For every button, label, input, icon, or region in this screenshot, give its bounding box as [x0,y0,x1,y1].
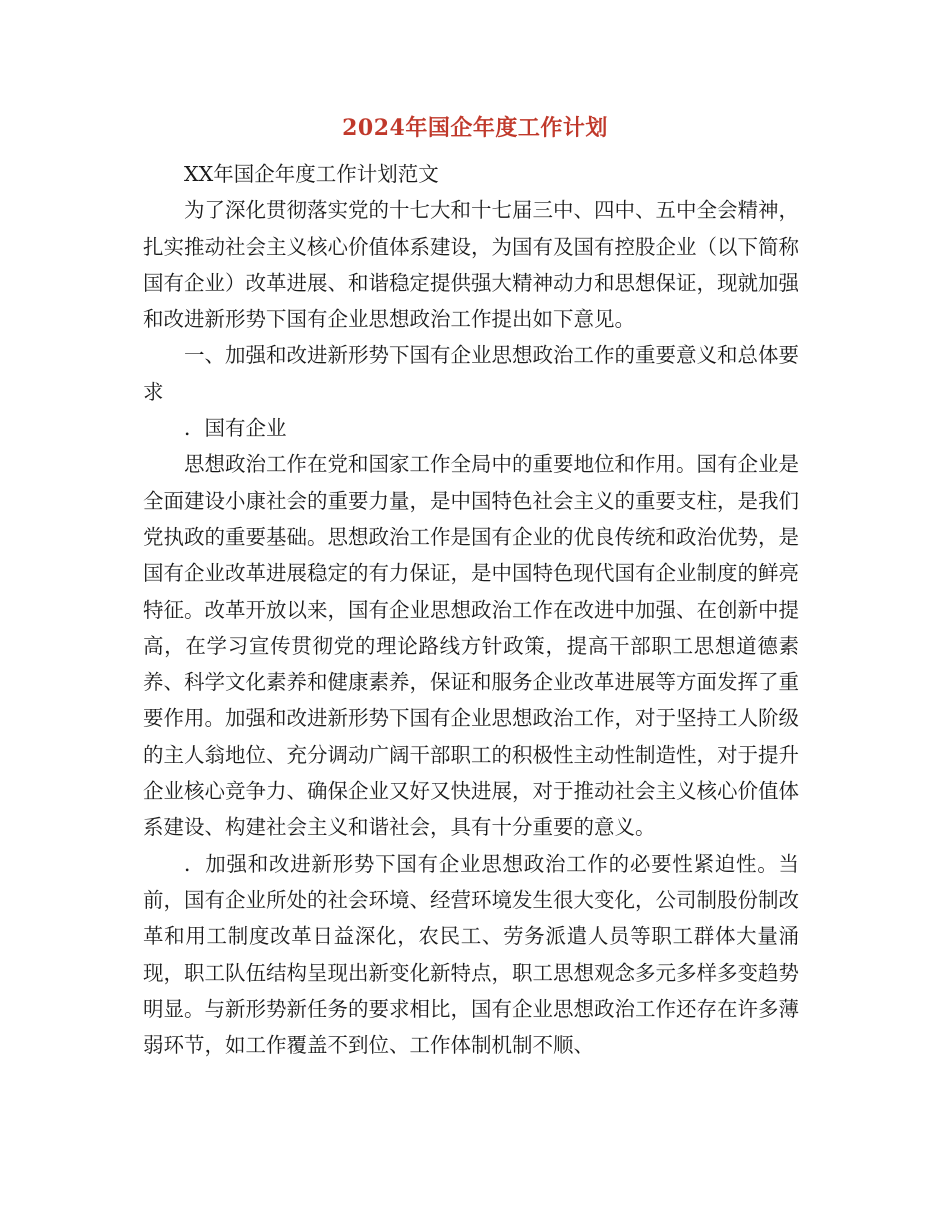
paragraph-intro: 为了深化贯彻落实党的十七大和十七届三中、四中、五中全会精神，扎实推动社会主义核心价值体系建设，为国有及国有控股企业（以下简称国有企业）改革进展、和谐稳定提供强大精神动力和思想保证，现就加强和改进新形势下国有企业思想政治工作提出如下意见。 [143,198,799,332]
document-title: 2024年国企年度工作计划 [342,115,608,141]
paragraph-urgency: ．加强和改进新形势下国有企业思想政治工作的必要性紧迫性。当前，国有企业所处的社会环境、经营环境发生很大变化，公司制股份制改革和用工制度改革日益深化，农民工、劳务派遣人员等职工群体大量涌现，职工队伍结构呈现出新变化新特点，职工思想观念多元多样多变趋势明显。与新形势新任务的要求相比，国有企业思想政治工作还存在许多薄弱环节，如工作覆盖不到位、工作体制机制不顺、 [143,851,799,1058]
paragraph-subtitle: XX年国企年度工作计划范文 [184,162,439,186]
document-body [143,156,799,1063]
paragraph-importance: 思想政治工作在党和国家工作全局中的重要地位和作用。国有企业是全面建设小康社会的重要力量，是中国特色社会主义的重要支柱，是我们党执政的重要基础。思想政治工作是国有企业的优良传统和政治优势，是国有企业改革进展稳定的有力保证，是中国特色现代国有企业制度的鲜亮特征。改革开放以来，国有企业思想政治工作在改进中加强、在创新中提高，在学习宣传贯彻党的理论路线方针政策，提高干部职工思想道德素养、科学文化素养和健康素养，保证和服务企业改革进展等方面发挥了重要作用。加强和改进新形势下国有企业思想政治工作，对于坚持工人阶级的主人翁地位、充分调动广阔干部职工的积极性主动性制造性，对于提升企业核心竞争力、确保企业又好又快进展，对于推动社会主义核心价值体系建设、构建社会主义和谐社会，具有十分重要的意义。 [143,452,799,840]
section-heading: 一、加强和改进新形势下国有企业思想政治工作的重要意义和总体要求 [143,343,799,404]
subsection-heading: ．国有企业 [184,416,287,441]
